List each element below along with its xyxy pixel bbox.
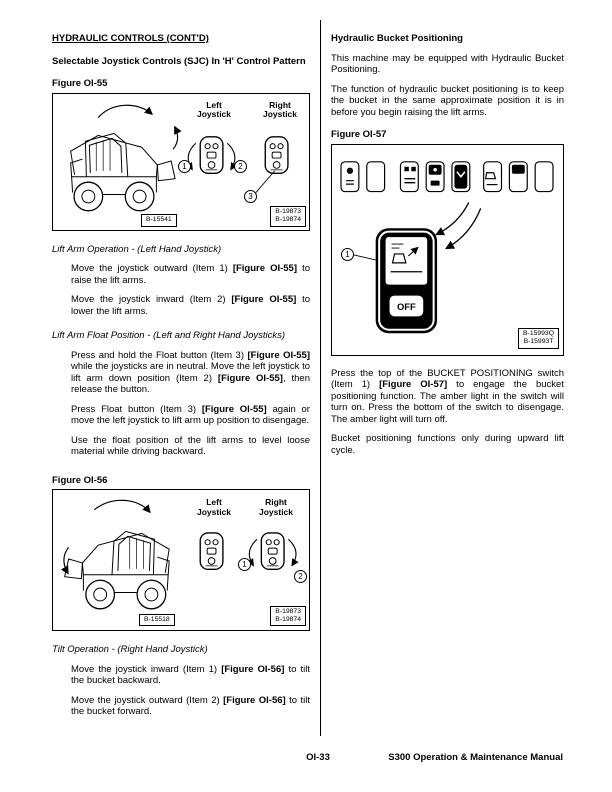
callout-2: 2: [234, 160, 247, 173]
panel-ref-label: B-19873 B-19874: [270, 206, 306, 226]
page-number: OI-33: [306, 752, 330, 763]
blank-switch-icon: [535, 161, 553, 191]
figure-57: [331, 144, 564, 356]
right-joystick-icon: [265, 136, 288, 172]
right-column: [331, 33, 564, 456]
float-caption: Lift Arm Float Position - (Left and Right Hand Joysticks): [52, 330, 286, 341]
paragraph-tilt-forward: Move the joystick outward (Item 2) [Figure OI-56] to tilt the bucket forward.: [71, 694, 310, 717]
figure-57-art: [332, 145, 563, 355]
right-joystick-label: Right Joystick: [262, 99, 298, 119]
press-switch-icon: [426, 161, 444, 191]
callout-1: 1: [341, 248, 354, 261]
bucket-positioning-switch: [376, 228, 437, 333]
paragraph-operate: Press the top of the BUCKET POSITIONING switch (Item 1) [Figure OI-57] to engage the bucket positioning function. The amber light in the switch will turn on. Press the bottom of the switch to disengage. The amber light will turn off.: [331, 367, 564, 425]
section-heading: HYDRAULIC CONTROLS (CONT'D): [52, 33, 209, 44]
lift-arm-caption: Lift Arm Operation - (Left Hand Joystick): [52, 243, 222, 255]
bucket-positioning-mini-switch-icon: [452, 161, 470, 191]
figure-57-label: Figure OI-57: [331, 129, 387, 140]
warning-switch-icon: [400, 161, 418, 191]
left-joystick-icon: [200, 136, 223, 172]
right-joystick-icon: [261, 533, 284, 569]
tilt-caption: Tilt Operation - (Right Hand Joystick): [52, 644, 208, 655]
loader-illustration: [65, 531, 170, 608]
figure-55: [52, 93, 310, 231]
panel-ref-label: B-19873 B-19874: [270, 606, 306, 626]
paragraph-cycle: Bucket positioning functions only during upward lift cycle.: [331, 433, 564, 456]
left-joystick-label: Left Joystick: [196, 497, 232, 517]
callout-1: 1: [238, 558, 251, 571]
switch-off-label: OFF: [396, 300, 416, 312]
loader-illustration: [71, 105, 178, 211]
paragraph-function: The function of hydraulic bucket positioning is to keep the bucket in the same approximate position it is in before you begin raising the lift arms.: [331, 83, 564, 118]
paragraph-raise: Move the joystick outward (Item 1) [Figure OI-55] to raise the lift arms.: [71, 263, 310, 286]
paragraph-float-disengage: Press Float button (Item 3) [Figure OI-55] again or move the left joystick to lift arm up position to disengage.: [71, 403, 310, 426]
paragraph-equipped: This machine may be equipped with Hydraulic Bucket Positioning.: [331, 52, 564, 75]
callout-2: 2: [294, 570, 307, 583]
manual-title: S300 Operation & Maintenance Manual: [388, 752, 563, 763]
callout-1: 1: [178, 160, 191, 173]
paragraph-tilt-back: Move the joystick inward (Item 1) [Figure OI-56] to tilt the bucket backward.: [71, 663, 310, 686]
figure-55-label: Figure OI-55: [52, 78, 108, 89]
callout-3: 3: [244, 190, 257, 203]
column-divider: [320, 20, 321, 736]
figure-56: [52, 489, 310, 631]
right-joystick-label: Right Joystick: [258, 497, 294, 517]
panel-ref-label: B-15993Q B-15993T: [518, 328, 559, 348]
bucket-switch-icon: [484, 161, 502, 191]
subsection-heading: Selectable Joystick Controls (SJC) In 'H' Control Pattern: [52, 55, 306, 67]
section-heading: Hydraulic Bucket Positioning: [331, 33, 463, 44]
figure-56-label: Figure OI-56: [52, 474, 108, 486]
switch-panel-row: [341, 161, 553, 191]
blank-switch-icon: [367, 161, 385, 191]
left-column: [52, 33, 310, 718]
left-joystick-label: Left Joystick: [196, 99, 232, 119]
paragraph-lower: Move the joystick inward (Item 2) [Figure OI-55] to lower the lift arms.: [71, 294, 310, 317]
photo-ref-label: B-15518: [139, 614, 175, 626]
left-joystick-icon: [200, 533, 223, 569]
paragraph-float-use: Use the float position of the lift arms to level loose material while driving backward.: [71, 434, 310, 457]
paragraph-float-engage: Press and hold the Float button (Item 3) [Figure OI-55] while the joysticks are in neutral. Move the left joystick to lift arm down position (Item 2) [Figure OI-55], then release the button.: [71, 349, 310, 395]
photo-ref-label: B-15541: [141, 214, 177, 226]
aux-switch-icon: [341, 161, 359, 191]
spare-switch-icon: [509, 161, 527, 191]
